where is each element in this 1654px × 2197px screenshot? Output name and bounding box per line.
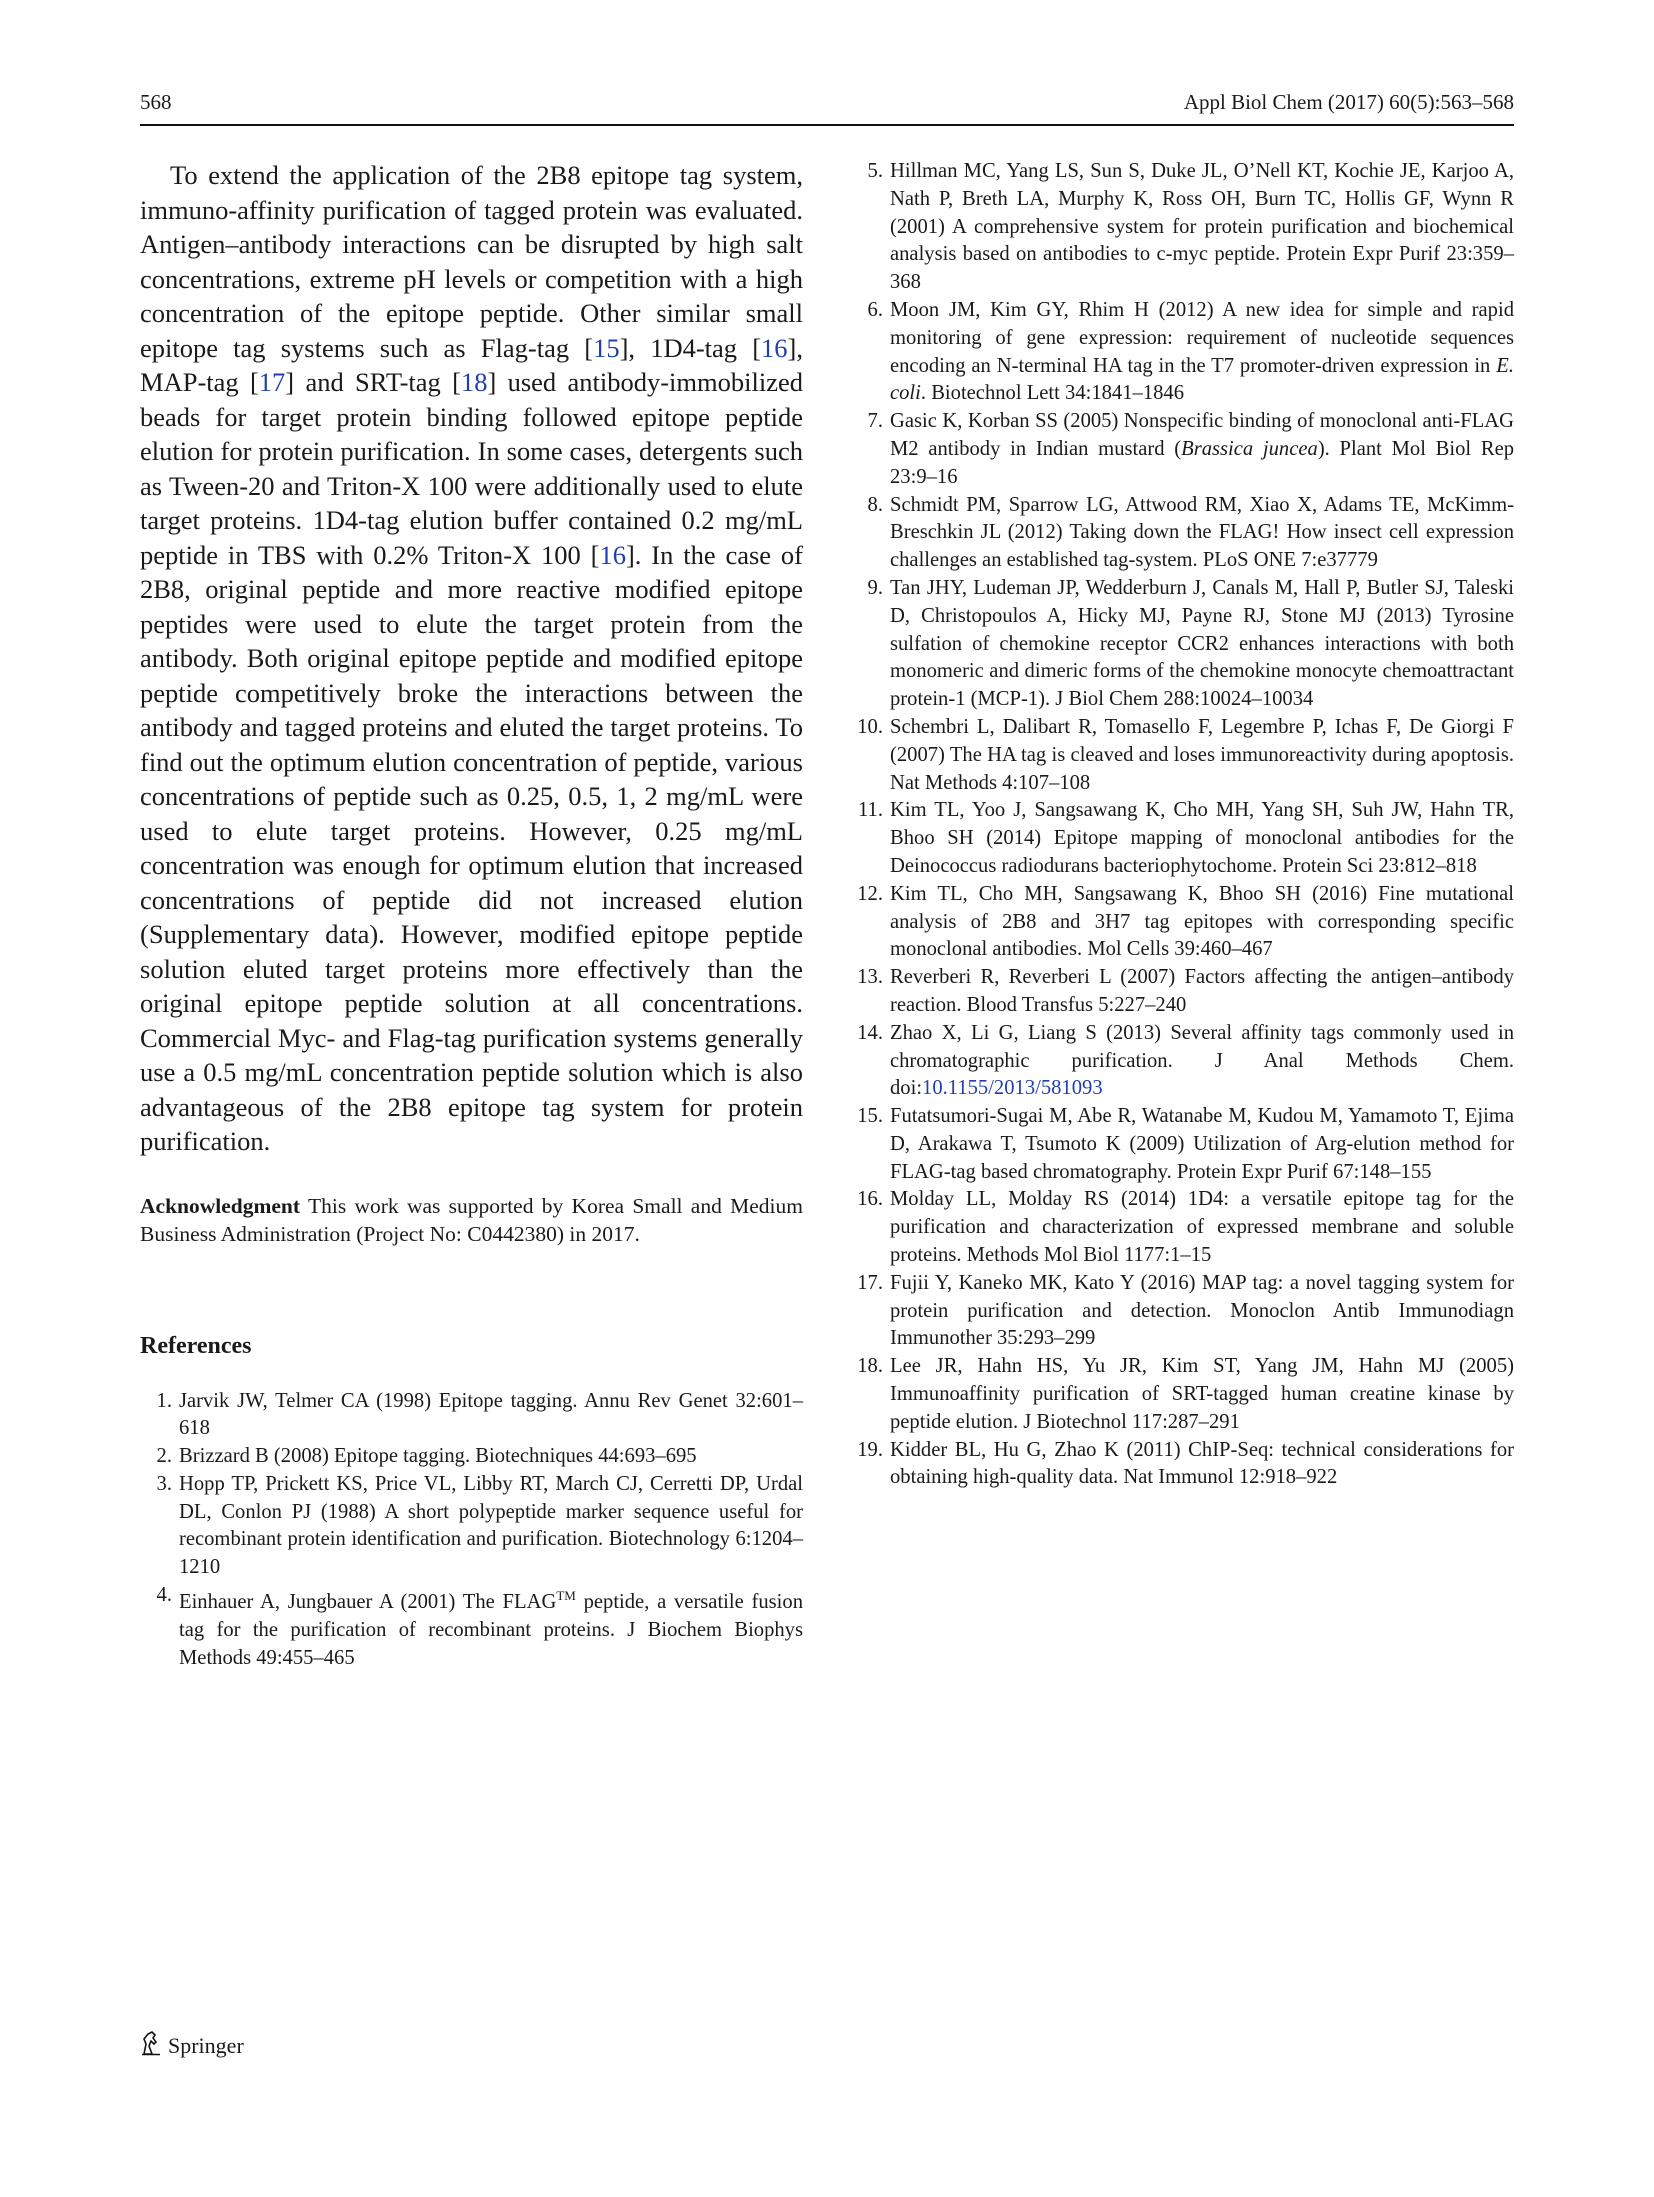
reference-item: 9. Tan JHY, Ludeman JP, Wedderburn J, Canals M, Hall P, Butler SJ, Taleski D, Christopoulos A, Hicky MJ, Payne RJ, Stone MJ (2013) Tyrosine sulfation of chemokine receptor CCR2 enhances interactions with both monomeric and dimeric forms of the chemokine monocyte chemoattractant protein-1 (MCP-1). J Biol Chem 288:10024–10034 (867, 576, 1514, 711)
reference-item: 2. Brizzard B (2008) Epitope tagging. Biotechniques 44:693–695 (156, 1445, 697, 1468)
reference-item: 10. Schembri L, Dalibart R, Tomasello F, Legembre P, Ichas F, De Giorgi F (2007) The HA tag is cleaved and loses immunoreactivity during apoptosis. Nat Methods 4:107–108 (857, 715, 1514, 794)
reference-item: 11. Kim TL, Yoo J, Sangsawang K, Cho MH, Yang SH, Suh JW, Hahn TR, Bhoo SH (2014) Epitope mapping of monoclonal antibodies for the Deinococcus radiodurans bacteriophytochome. Protein Sci 23:812–818 (858, 799, 1514, 877)
publisher-name: Springer (168, 2033, 244, 2058)
acknowledgment-text: This work was supported by Korea Small and Medium Business Administration (Project No: C0442380) in 2017. (140, 1193, 803, 1246)
reference-item: 5. Hillman MC, Yang LS, Sun S, Duke JL, O’Nell KT, Kochie JE, Karjoo A, Nath P, Breth LA, Murphy K, Ross OH, Burn TC, Hollis GF, Wynn R (2001) A comprehensive system for protein purification and biochemical analysis based on antibodies to c-myc peptide. Protein Expr Purif 23:359–368 (867, 160, 1514, 294)
reference-item: 17. Fujii Y, Kaneko MK, Kato Y (2016) MAP tag: a novel tagging system for protein purification and detection. Monoclon Antib Immunodiagn Immunother 35:293–299 (857, 1271, 1514, 1350)
body-paragraph: To extend the application of the 2B8 epitope tag system, immuno-affinity purification of tagged protein was evaluated. Antigen–antibody interactions can be disrupted by high salt concentrations, extreme pH levels or competition with a high concentration of the epitope peptide. Other similar small epitope tag systems such as Flag-tag [15], 1D4-tag [16], MAP-tag [17] and SRT-tag [18] used antibody-immobilized beads for target protein binding followed epitope peptide elution for protein purification. In some cases, detergents such as Tween-20 and Triton-X 100 were additionally used to elute target proteins. 1D4-tag elution buffer contained 0.2 mg/mL peptide in TBS with 0.2% Triton-X 100 [16]. In the case of 2B8, original peptide and more reactive modified epitope peptides were used to elute the target protein from the antibody. Both original epitope peptide and modified epitope peptide competitively broke the interactions between the antibody and tagged proteins and eluted the target proteins. To find out the optimum elution concentration of peptide, various concentrations of peptide such as 0.25, 0.5, 1, 2 mg/mL were used to elute target proteins. However, 0.25 mg/mL concentration was enough for optimum elution that increased concentrations of peptide did not increased elution (Supplementary data). However, modified epitope peptide solution eluted target proteins more effectively than the original epitope peptide solution at all concentrations. Commercial Myc- and Flag-tag purification systems generally use a 0.5 mg/mL concentration peptide solution which is also advantageous of the 2B8 epitope tag system for protein purification. (140, 160, 804, 1156)
reference-item: 3. Hopp TP, Prickett KS, Price VL, Libby RT, March CJ, Cerretti DP, Urdal DL, Conlon PJ (1988) A short polypeptide marker sequence useful for recombinant protein identification and purification. Biotechnology 6:1204–1210 (156, 1472, 803, 1579)
citation-link[interactable]: 17 (258, 367, 286, 397)
header-rule (140, 124, 1514, 126)
reference-item: 13. Reverberi R, Reverberi L (2007) Factors affecting the antigen–antibody reaction. Blood Transfus 5:227–240 (857, 966, 1514, 1016)
doi-link[interactable]: 10.1155/2013/581093 (922, 1077, 1103, 1100)
left-column (140, 158, 803, 1672)
journal-citation: Appl Biol Chem (2017) 60(5):563–568 (1183, 90, 1514, 114)
right-column (851, 158, 1514, 1492)
reference-item: 18. Lee JR, Hahn HS, Yu JR, Kim ST, Yang JM, Hahn MJ (2005) Immunoaffinity purification of SRT-tagged human creatine kinase by peptide elution. J Biotechnol 117:287–291 (857, 1355, 1514, 1433)
reference-item: 16. Molday LL, Molday RS (2014) 1D4: a versatile epitope tag for the purification and characterization of expressed membrane and soluble proteins. Methods Mol Biol 1177:1–15 (857, 1188, 1514, 1267)
citation-link[interactable]: 16 (761, 332, 788, 363)
reference-item: 12. Kim TL, Cho MH, Sangsawang K, Bhoo SH (2016) Fine mutational analysis of 2B8 and 3H7 tag epitopes with corresponding specific monoclonal antibodies. Mol Cells 39:460–467 (857, 882, 1514, 961)
reference-item: 1. Jarvik JW, Telmer CA (1998) Epitope tagging. Annu Rev Genet 32:601–618 (156, 1389, 803, 1440)
references-heading: References (140, 1332, 252, 1359)
page-header (140, 90, 1514, 120)
acknowledgment (140, 1192, 803, 1248)
reference-item: 14. Zhao X, Li G, Liang S (2013) Several affinity tags commonly used in chromatographic purification. J Anal Methods Chem. doi:10.1155/2013/581093 (857, 1021, 1514, 1100)
citation-link[interactable]: 16 (599, 539, 626, 570)
springer-horse-icon (140, 2030, 168, 2062)
reference-item: 7. Gasic K, Korban SS (2005) Nonspecific binding of monoclonal anti-FLAG M2 antibody in Indian mustard (Brassica juncea). Plant Mol Biol Rep 23:9–16 (867, 410, 1515, 488)
reference-item: 15. Futatsumori-Sugai M, Abe R, Watanabe M, Kudou M, Yamamoto T, Ejima D, Arakawa T, Tsumoto K (2009) Utilization of Arg-elution method for FLAG-tag based chromatography. Protein Expr Purif 67:148–155 (857, 1105, 1514, 1183)
acknowledgment-label: Acknowledgment (140, 1193, 301, 1218)
citation-link[interactable]: 15 (593, 332, 620, 363)
reference-item: 4. Einhauer A, Jungbauer A (2001) The FLAG™ peptide, a versatile fusion tag for the purification of recombinant proteins. J Biochem Biophys Methods 49:455–465 (156, 1584, 803, 1669)
reference-item: 8. Schmidt PM, Sparrow LG, Attwood RM, Xiao X, Adams TE, McKimm-Breschkin JL (2012) Taking down the FLAG! How insect cell expression challenges an established tag-system. PLoS ONE 7:e37779 (867, 493, 1514, 572)
reference-item: 6. Moon JM, Kim GY, Rhim H (2012) A new idea for simple and rapid monitoring of gene expression: requirement of nucleotide sequences encoding an N-terminal HA tag in the T7 promoter-driven expression in E. coli. Biotechnol Lett 34:1841–1846 (867, 298, 1514, 405)
citation-link[interactable]: 18 (460, 367, 488, 397)
page-number: 568 (140, 90, 172, 114)
page-footer (140, 2030, 244, 2062)
reference-item: 19. Kidder BL, Hu G, Zhao K (2011) ChIP-Seq: technical considerations for obtaining high-quality data. Nat Immunol 12:918–922 (857, 1438, 1514, 1489)
